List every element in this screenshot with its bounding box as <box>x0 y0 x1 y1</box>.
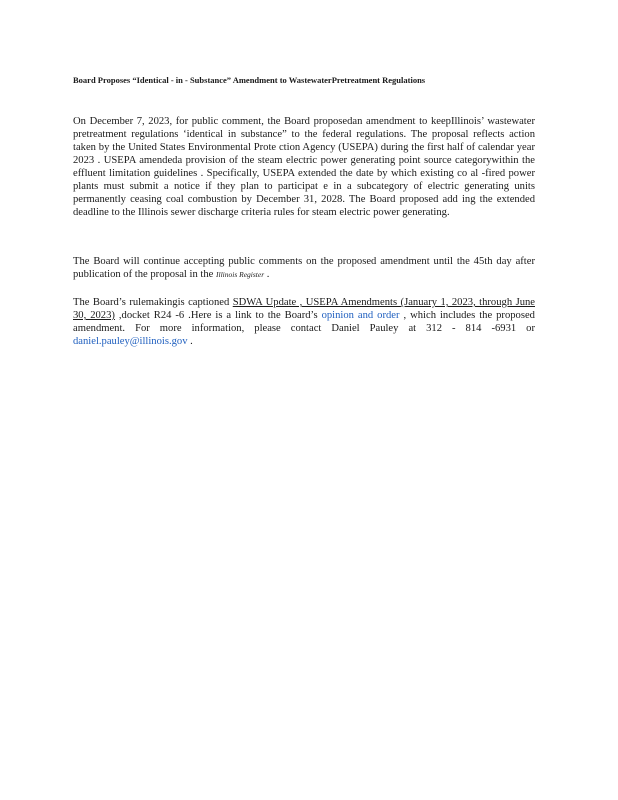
paragraph-comments <box>73 255 535 281</box>
paragraph-contact <box>73 296 535 348</box>
rulemaking-caption: SDWA Update , USEPA Amendments (January 1, 2023, through June 30, 2023) <box>73 297 535 321</box>
journal-name: Illinois Register <box>216 270 265 279</box>
contact-text: , which includes the proposed amendment. For more information, please contact Daniel Pauley at 312 - 814 -6931 or <box>73 310 535 334</box>
docket-text: ,docket R24 -6 .Here is a link to the Board’s <box>118 310 318 321</box>
opinion-order-link[interactable]: opinion and order <box>321 310 400 321</box>
paragraph-summary: On December 7, 2023, for public comment, the Board proposedan amendment to keepIllinois’ wastewater pretreatment regulations ‘identical in substance” to the federal regulations. The proposal reflects action taken by the United States Environmental Prote ction Agency (USEPA) during the first half of calendar year 2023 . USEPA amendeda provision of the steam electric power generating point source categorywithin the effluent limitation guidelines . Specifically, USEPA extended the date by which existing co al -fired power plants must submit a notice if they plan to participat e in a subcategory of electric generating units permanently ceasing coal combustion by December 31, 2028. The Board proposed add ing the extended deadline to the Illinois sewer discharge criteria rules for steam electric power generating. <box>73 116 535 218</box>
contact-end: . <box>190 336 193 347</box>
article-title: Board Proposes “Identical - in - Substance” Amendment to WastewaterPretreatment Regulations <box>73 75 426 85</box>
comments-end: . <box>266 269 270 280</box>
email-link[interactable]: daniel.pauley@illinois.gov <box>73 336 188 347</box>
rulemaking-text: The Board’s rulemakingis captioned <box>73 297 230 308</box>
comments-text: The Board will continue accepting public comments on the proposed amendment until the 45th day after publication of the proposal in the <box>73 256 535 280</box>
